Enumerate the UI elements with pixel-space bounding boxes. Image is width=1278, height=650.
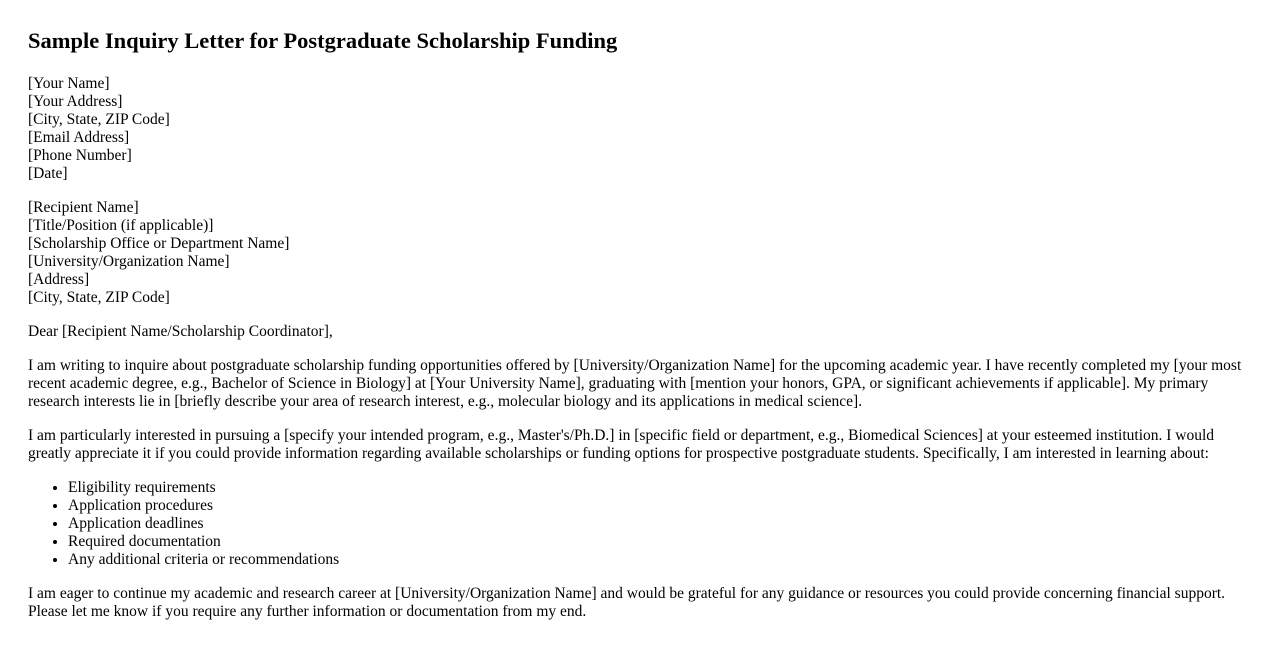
salutation: Dear [Recipient Name/Scholarship Coordinator], xyxy=(28,323,333,340)
sender-phone: [Phone Number] xyxy=(28,147,132,164)
sender-name: [Your Name] xyxy=(28,75,110,92)
recipient-city-state-zip: [City, State, ZIP Code] xyxy=(28,289,170,306)
letter-date: [Date] xyxy=(28,165,68,182)
inquiry-topics-list xyxy=(28,479,1250,569)
list-item: • Eligibility requirements xyxy=(68,479,1250,497)
body-paragraph-3: I am eager to continue my academic and research career at [University/Organization Name] and would be grateful for any guidance or resources you could provide concerning financial support. Please let me know if you require any further information or documentation from my end. xyxy=(28,585,1226,620)
letter-document xyxy=(28,0,1250,637)
list-item: • Any additional criteria or recommendations xyxy=(68,551,1250,569)
sender-email: [Email Address] xyxy=(28,129,130,146)
recipient-office: [Scholarship Office or Department Name] xyxy=(28,235,290,252)
list-item: • Application deadlines xyxy=(68,515,1250,533)
recipient-address: [Address] xyxy=(28,271,90,288)
sender-address-block xyxy=(28,75,1250,183)
recipient-title: [Title/Position (if applicable)] xyxy=(28,217,214,234)
body-paragraph-2: I am particularly interested in pursuing a [specify your intended program, e.g., Master's/Ph.D.] in [specific field or department, e.g., Biomedical Sciences] at your esteemed institution. I would greatly appreciate it if you could provide information regarding available scholarships or funding options for prospective postgraduate students. Specifically, I am interested in learning about: xyxy=(28,427,1215,462)
list-item: • Application procedures xyxy=(68,497,1250,515)
sender-address: [Your Address] xyxy=(28,93,123,110)
recipient-name: [Recipient Name] xyxy=(28,199,139,216)
recipient-address-block xyxy=(28,199,1250,307)
page-title: Sample Inquiry Letter for Postgraduate Scholarship Funding xyxy=(28,28,618,53)
list-item: • Required documentation xyxy=(68,533,1250,551)
body-paragraph-1: I am writing to inquire about postgraduate scholarship funding opportunities offered by [University/Organization Name] for the upcoming academic year. I have recently completed my [your most recent academic degree, e.g., Bachelor of Science in Biology] at [Your University Name], graduating with [mention your honors, GPA, or significant achievements if applicable]. My primary research interests lie in [briefly describe your area of research interest, e.g., molecular biology and its applications in medical science]. xyxy=(28,357,1242,410)
recipient-organization: [University/Organization Name] xyxy=(28,253,230,270)
sender-city-state-zip: [City, State, ZIP Code] xyxy=(28,111,170,128)
